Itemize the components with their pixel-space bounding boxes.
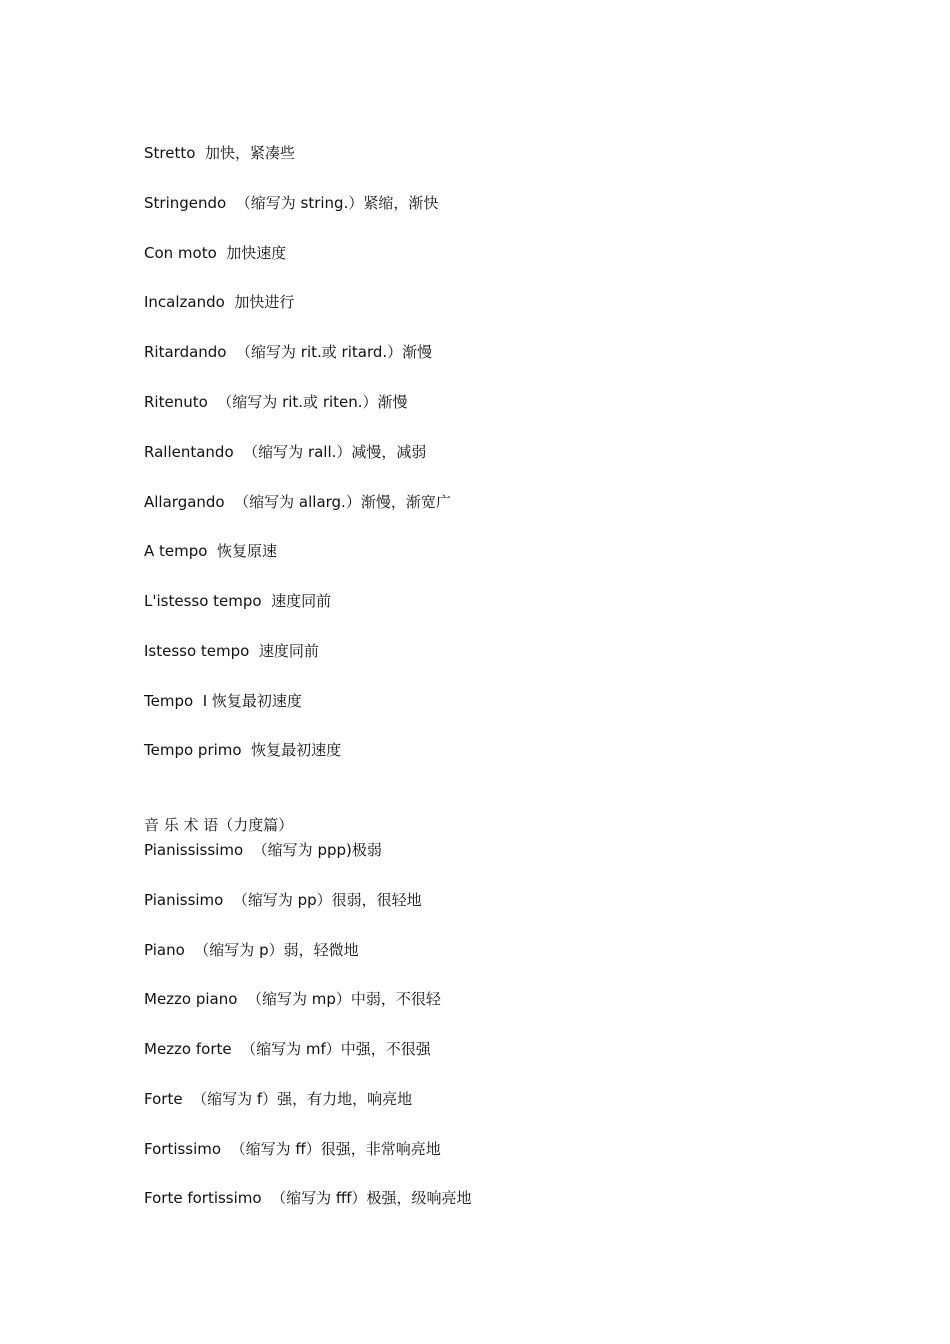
term-line: Piano （缩写为 p）弱，轻微地 (144, 941, 359, 959)
term-line: Allargando （缩写为 allarg.）渐慢，渐宽广 (144, 493, 451, 511)
term-line: L'istesso tempo 速度同前 (144, 592, 332, 610)
term-line: Stringendo （缩写为 string.）紧缩，渐快 (144, 194, 439, 212)
term-line: Istesso tempo 速度同前 (144, 642, 319, 660)
term-line: Mezzo piano （缩写为 mp）中弱，不很轻 (144, 990, 441, 1008)
term-line: Forte （缩写为 f）强，有力地，响亮地 (144, 1090, 413, 1108)
term-line: Incalzando 加快进行 (144, 293, 295, 311)
term-line: Forte fortissimo （缩写为 fff）极强，级响亮地 (144, 1189, 472, 1207)
term-line: Stretto 加快，紧凑些 (144, 144, 295, 162)
term-line: Pianississimo （缩写为 ppp)极弱 (144, 841, 382, 859)
term-line: Tempo Ⅰ 恢复最初速度 (144, 692, 302, 710)
term-line: Ritardando （缩写为 rit.或 ritard.）渐慢 (144, 343, 433, 361)
term-line: Fortissimo （缩写为 ff）很强，非常响亮地 (144, 1140, 441, 1158)
term-line: Mezzo forte （缩写为 mf）中强，不很强 (144, 1040, 431, 1058)
section-heading: 音 乐 术 语（力度篇） (144, 816, 294, 834)
term-line: Con moto 加快速度 (144, 244, 287, 262)
term-line: Ritenuto （缩写为 rit.或 riten.）渐慢 (144, 393, 408, 411)
term-line: Rallentando （缩写为 rall.）减慢，减弱 (144, 443, 427, 461)
term-line: A tempo 恢复原速 (144, 542, 277, 560)
term-line: Tempo primo 恢复最初速度 (144, 741, 342, 759)
term-line: Pianissimo （缩写为 pp）很弱，很轻地 (144, 891, 422, 909)
